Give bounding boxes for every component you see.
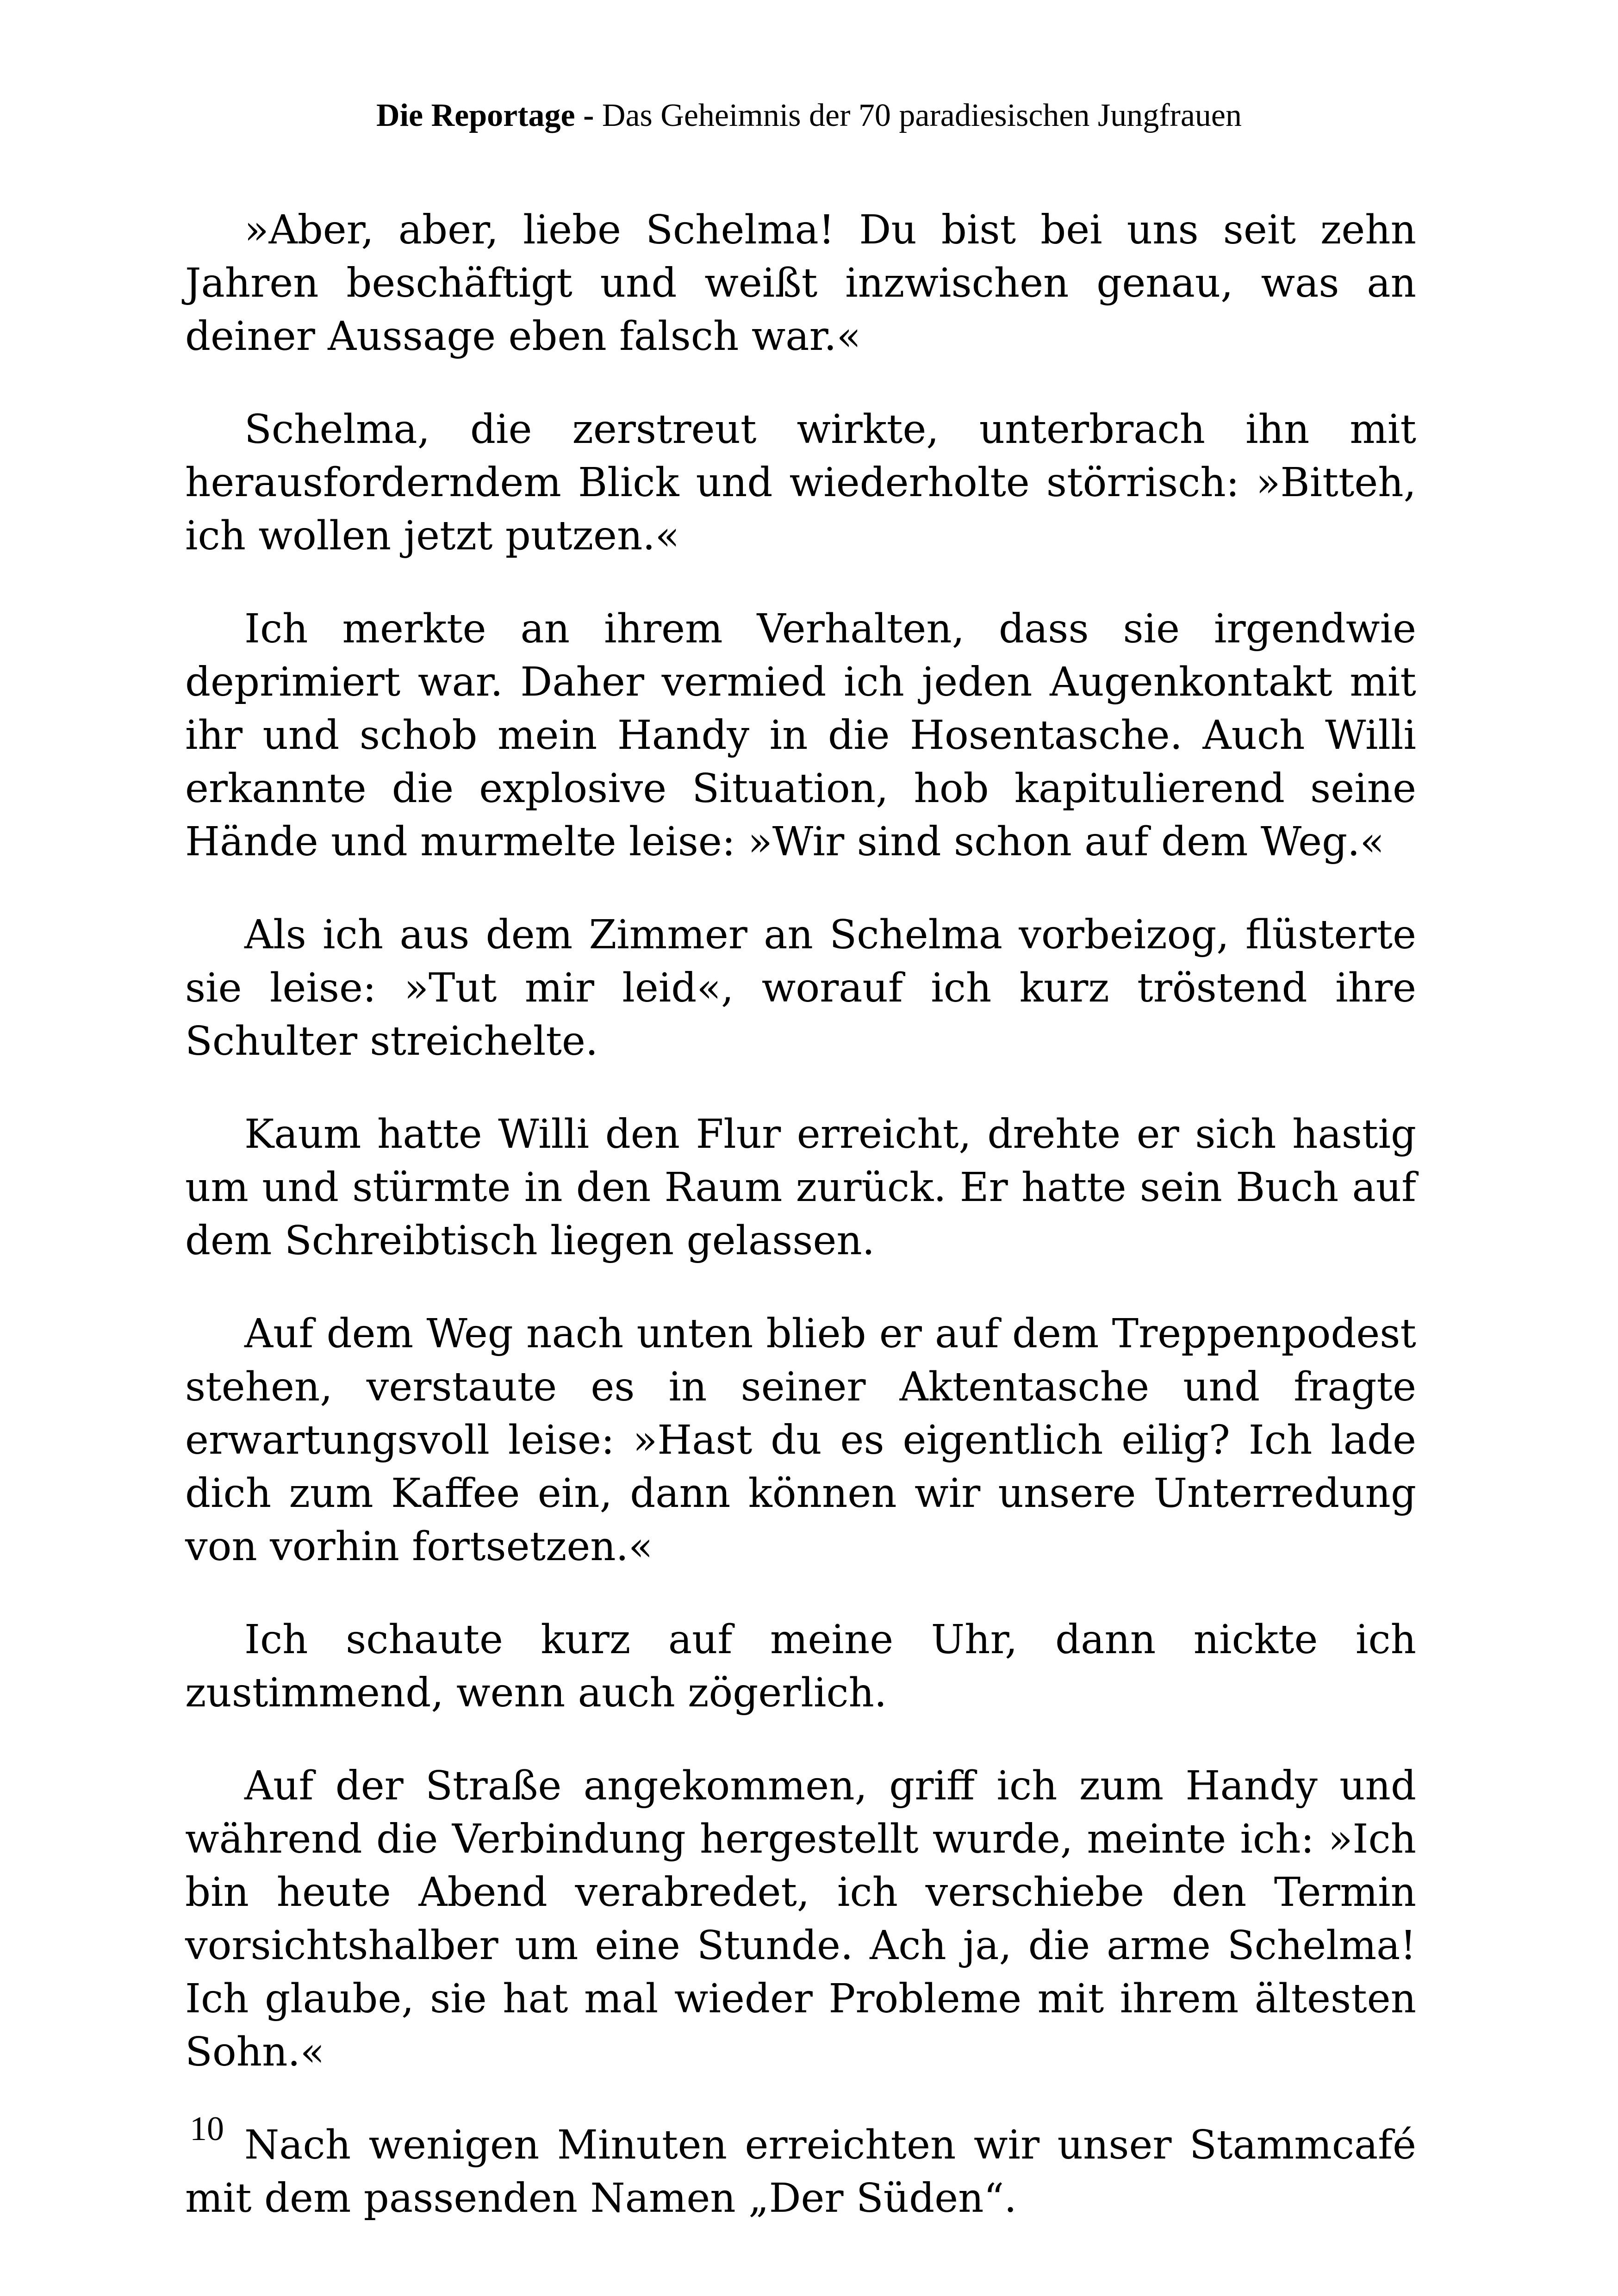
paragraph: Nach wenigen Minuten erreichten wir unser Stammcafé mit dem passenden Namen „Der Süden“. <box>185 2122 1416 2221</box>
paragraph: Kaum hatte Willi den Flur erreicht, drehte er sich hastig um und stürmte in den Raum zurück. Er hatte sein Buch auf dem Schreibtisch liegen gelassen. <box>185 1111 1416 1264</box>
paragraph: Schelma, die zerstreut wirkte, unterbrach ihn mit herausforderndem Blick und wiederholte störrisch: »Bitteh, ich wollen jetzt putzen.« <box>185 406 1416 559</box>
paragraph: Ich schaute kurz auf meine Uhr, dann nickte ich zustimmend, wenn auch zögerlich. <box>185 1617 1416 1716</box>
paragraph: Als ich aus dem Zimmer an Schelma vorbeizog, flüsterte sie leise: »Tut mir leid«, worauf ich kurz tröstend ihre Schulter streichelte. <box>185 912 1416 1064</box>
book-title: Die Reportage <box>376 98 575 133</box>
paragraph: »Aber, aber, liebe Schelma! Du bist bei uns seit zehn Jahren beschäftigt und weißt inzwischen genau, was an deiner Aussage eben falsch war.« <box>185 207 1416 360</box>
paragraph: Ich merkte an ihrem Verhalten, dass sie irgendwie deprimiert war. Daher vermied ich jeden Augenkontakt mit ihr und schob mein Handy in die Hosentasche. Auch Willi erkannte die explosive Situation, hob kapitulierend seine Hände und murmelte leise: »Wir sind schon auf dem Weg.« <box>185 606 1416 865</box>
paragraph: Auf der Straße angekommen, griff ich zum Handy und während die Verbindung hergestellt wurde, meinte ich: »Ich bin heute Abend verabredet, ich verschiebe den Termin vorsichtshalber um eine Stunde. Ach ja, die arme Schelma! Ich glaube, sie hat mal wieder Probleme mit ihrem ältesten Sohn.« <box>185 1763 1416 2075</box>
body-text <box>185 204 1416 2225</box>
chapter-subtitle: Das Geheimnis der 70 paradiesischen Jungfrauen <box>602 98 1242 133</box>
title-separator: - <box>575 98 602 133</box>
running-head <box>185 95 1433 137</box>
page-number: 10 <box>190 2110 224 2148</box>
paragraph: Auf dem Weg nach unten blieb er auf dem Treppenpodest stehen, verstaute es in seiner Aktentasche und fragte erwartungsvoll leise: »Hast du es eigentlich eilig? Ich lade dich zum Kaffee ein, dann können wir unsere Unterredung von vorhin fortsetzen.« <box>185 1311 1416 1570</box>
